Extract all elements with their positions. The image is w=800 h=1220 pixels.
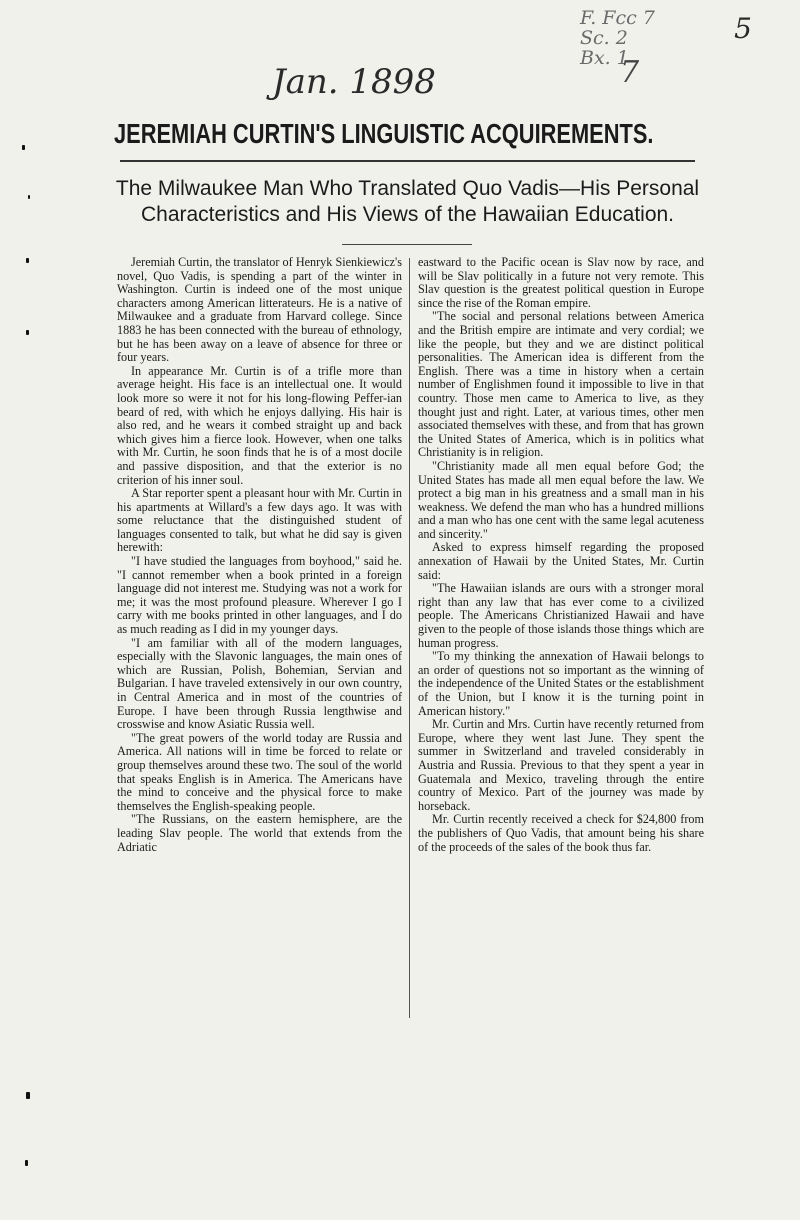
archive-mark-line: Bx. 1 [580,47,629,69]
archive-number: 7 [620,55,640,90]
margin-mark [26,330,29,335]
margin-mark [26,258,29,263]
margin-mark [25,1160,28,1166]
headline-rule [120,160,695,162]
paragraph: Mr. Curtin and Mrs. Curtin have recently returned from Europe, where they went last June. They spent the summer in Switzerland and traveled considerably in Austria and Russia. Previous to that they spent a year in Guatemala and Mexico, traveling through the entire country of Mexico. Part of the journey was made by horseback. [418,717,704,813]
paragraph: "The Russians, on the eastern hemisphere, are the leading Slav people. The world that extends from the Adriatic [117,812,402,854]
headline: JEREMIAH CURTIN'S LINGUISTIC ACQUIREMENTS. [114,118,654,149]
archive-mark-line: Sc. 2 [580,27,628,49]
paragraph: "The Hawaiian islands are ours with a stronger moral right than any law that has ever come to a civilized people. The Americans Christianized Hawaii and have given to the people of those islands those things which are human progress. [418,581,704,650]
paragraph: "To my thinking the annexation of Hawaii belongs to an order of questions not so important as the winning of the independence of the United States or the establishment of the Union, but I know it is the turning point in American history." [418,649,704,718]
paragraph: "I am familiar with all of the modern languages, especially with the Slavonic languages, the main ones of which are Russian, Polish, Bohemian, Servian and Bulgarian. I have traveled extensively in our own country, in Central America and in most of the countries of Europe. I have been through Russia lengthwise and crosswise and know Asiatic Russia well. [117,635,402,732]
paragraph: A Star reporter spent a pleasant hour with Mr. Curtin in his apartments at Willard's a few days ago. It was with some reluctance that the distinguished student of languages consented to talk, but what he did say is given herewith: [117,486,402,555]
column-divider [409,258,410,1018]
paragraph: "The great powers of the world today are Russia and America. All nations will in time be forced to relate or group themselves around these two. The soul of the world that speaks English is in America. The Americans have the mind to conceive and the physical force to make themselves the English-speaking people. [117,730,402,813]
subheadline: The Milwaukee Man Who Translated Quo Vadis—His Personal Characteristics and His Views of the Hawaiian Education. [115,177,700,226]
paragraph: "I have studied the languages from boyhood," said he. "I cannot remember when a book printed in a foreign language did not interest me. Studying was not a work for me; it was the most profound pleasure. Wherever I go I carry with me books printed in other languages, and I do as much reading as I did in my younger days. [117,554,402,637]
paragraph: Jeremiah Curtin, the translator of Henryk Sienkiewicz's novel, Quo Vadis, is spending a part of the winter in Washington. Curtin is indeed one of the most unique characters among American litterateurs. He is a native of Milwaukee and a graduate from Harvard college. Since 1883 he has been connected with the bureau of ethnology, but he has been away on a leave of absence for three or four years. [117,255,402,365]
subhead-rule [342,244,472,245]
paragraph: "Christianity made all men equal before God; the United States has made all men equal before the law. We protect a big man in his greatness and a small man in his weakness. We defend the man who has a hundred millions and a man who has one cent with the same legal acuteness and sincerity." [418,458,704,541]
handwritten-date: Jan. 1898 [272,62,436,102]
page-number: 5 [734,12,752,45]
paragraph: Mr. Curtin recently received a check for $24,800 from the publishers of Quo Vadis, that amount being his share of the proceeds of the sales of the book thus far. [418,812,704,854]
paragraph: "The social and personal relations between America and the British empire are intimate and very cordial; we like the people, but they and we are distinct political personalities. The American idea is different from the English. There was a time in history when a certain number of Englishmen found it impossible to live in that country. Those men came to America to live, as they thought just and right. Later, at various times, other men associated themselves with these, and from that has grown the United States of America, which is in politics what Christianity is in religion. [418,309,704,460]
article-column-left [117,256,402,854]
paragraph: In appearance Mr. Curtin is of a trifle more than average height. His face is an intellectual one. It would look more so were it not for his long-flowing Peffer-ian beard of red, with which he enjoys dallying. His hair is also red, and he wears it combed straight up and back which gives him a fierce look. However, when one talks with Mr. Curtin, he soon finds that he is of a most docile and passive disposition, and that the exterior is no criterion of his inner soul. [117,363,402,487]
margin-mark [22,145,25,150]
paragraph: Asked to express himself regarding the proposed annexation of Hawaii by the United States, Mr. Curtin said: [418,540,704,582]
margin-mark [28,195,30,199]
margin-mark [26,1092,30,1099]
paragraph: eastward to the Pacific ocean is Slav now by race, and will be Slav politically in a future not very remote. This Slav question is the greatest political question in Europe since the rise of the Roman empire. [418,255,704,310]
archive-mark-line: F. Fcc 7 [580,7,655,29]
article-column-right [418,256,704,854]
